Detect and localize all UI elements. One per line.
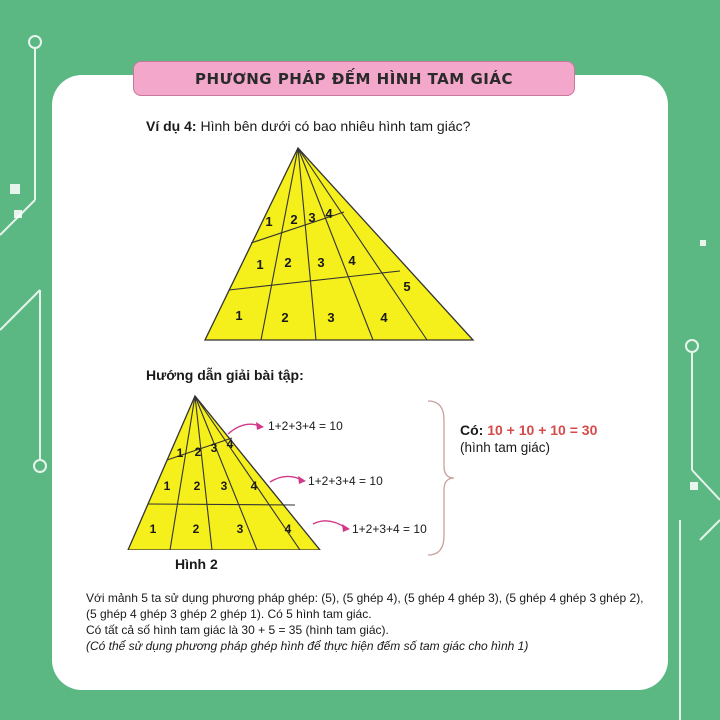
fig1-r2-1: 1 <box>256 257 264 272</box>
question-text: Hình bên dưới có bao nhiêu hình tam giác? <box>196 118 471 134</box>
fig1-r1-3: 3 <box>308 210 316 225</box>
fig1-r2-4: 4 <box>348 253 356 268</box>
explanation-line-2: Có tất cả số hình tam giác là 30 + 5 = 35 (hình tam giác). <box>86 623 389 637</box>
fig2-r2-4: 4 <box>250 479 258 493</box>
question <box>146 118 470 134</box>
fig2-sum-2: 1+2+3+4 = 10 <box>308 474 383 488</box>
fig2-r2-3: 3 <box>220 479 228 493</box>
triangle-figure-2 <box>120 390 460 550</box>
answer <box>460 422 597 455</box>
fig2-r3-3: 3 <box>236 522 244 536</box>
answer-label: Có: <box>460 422 484 438</box>
triangle-figure-1 <box>195 140 485 350</box>
explanation-text <box>86 590 646 654</box>
brace-icon <box>420 398 460 558</box>
fig2-r1-3: 3 <box>210 441 218 455</box>
answer-unit: (hình tam giác) <box>460 440 551 455</box>
figure-2-caption: Hình 2 <box>175 556 218 572</box>
guide-heading: Hướng dẫn giải bài tập: <box>146 367 304 383</box>
fig2-r3-2: 2 <box>192 522 200 536</box>
fig2-sum-1: 1+2+3+4 = 10 <box>268 419 343 433</box>
fig2-sum-3: 1+2+3+4 = 10 <box>352 522 427 536</box>
fig1-r1-1: 1 <box>265 214 273 229</box>
fig2-r1-2: 2 <box>194 445 202 459</box>
explanation-line-1: Với mảnh 5 ta sử dụng phương pháp ghép: (5), (5 ghép 4), (5 ghép 4 ghép 3), (5 ghép 4 ghép 3 ghép 2), (5 ghép 4 ghép 3 ghép 2 ghép 1). Có 5 hình tam giác. <box>86 591 644 621</box>
fig2-r3-1: 1 <box>149 522 157 536</box>
fig2-r2-1: 1 <box>163 479 171 493</box>
fig1-r3-2: 2 <box>281 310 289 325</box>
explanation-note: (Có thể sử dụng phương pháp ghép hình để thực hiện đếm số tam giác cho hình 1) <box>86 639 529 653</box>
fig1-r2-3: 3 <box>317 255 325 270</box>
fig1-outer-5: 5 <box>403 279 411 294</box>
fig1-r2-2: 2 <box>284 255 292 270</box>
fig1-r3-1: 1 <box>235 308 243 323</box>
fig2-r1-4: 4 <box>226 437 234 451</box>
answer-equation: 10 + 10 + 10 = 30 <box>487 422 598 438</box>
fig1-r3-3: 3 <box>327 310 335 325</box>
fig1-r1-4: 4 <box>325 206 333 221</box>
fig2-r1-1: 1 <box>176 446 184 460</box>
fig1-r3-4: 4 <box>380 310 388 325</box>
fig2-r3-4: 4 <box>284 522 292 536</box>
fig2-r2-2: 2 <box>193 479 201 493</box>
title-banner: PHƯƠNG PHÁP ĐẾM HÌNH TAM GIÁC <box>133 61 575 96</box>
question-label: Ví dụ 4: <box>146 118 197 134</box>
fig1-r1-2: 2 <box>290 212 298 227</box>
